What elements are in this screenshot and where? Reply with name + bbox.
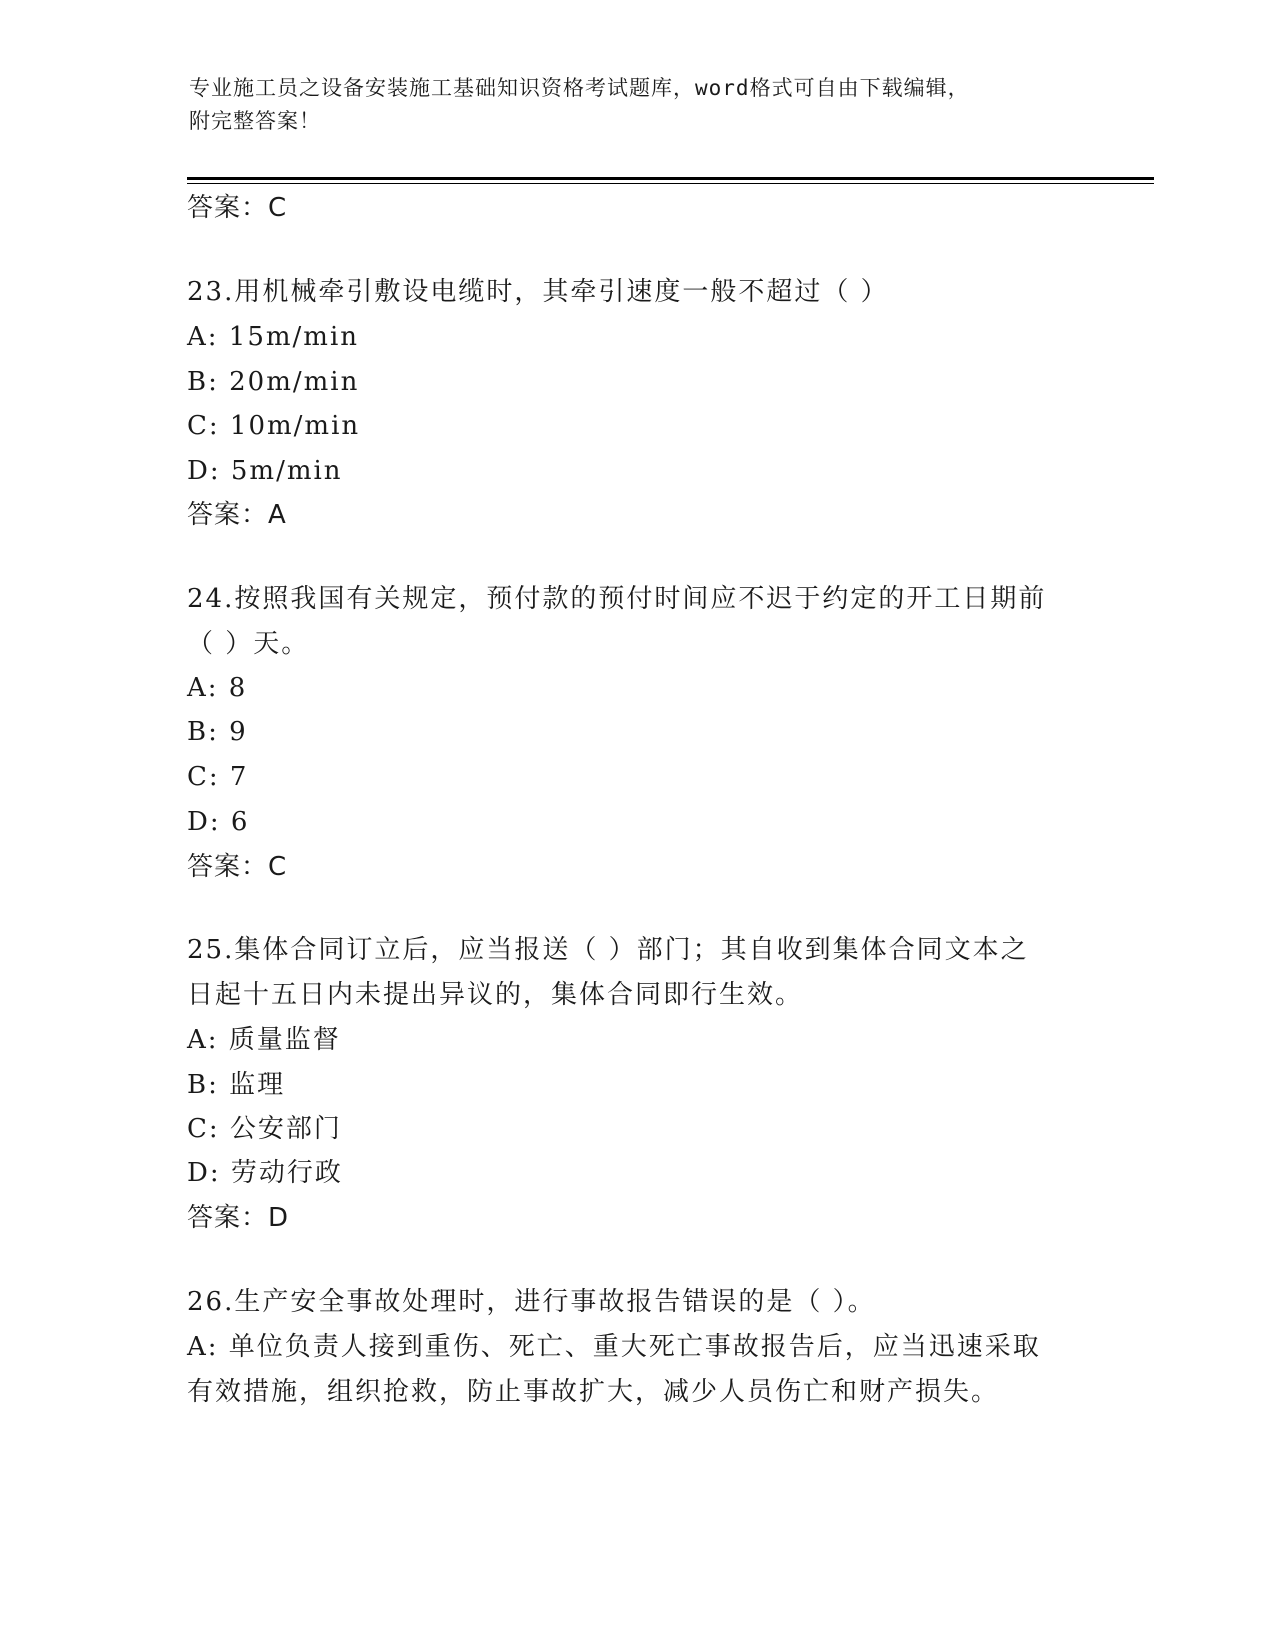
- option-a: A: 8: [187, 673, 248, 703]
- question-stem: 26.生产安全事故处理时，进行事故报告错误的是（ ）。: [187, 1287, 876, 1317]
- header-line-1: 专业施工员之设备安装施工基础知识资格考试题库，word格式可自由下载编辑，: [189, 76, 970, 100]
- answer-text: 答案：D: [187, 1203, 290, 1233]
- option-b: B: 监理: [187, 1070, 286, 1100]
- option-b: B: 9: [187, 717, 248, 747]
- question-stem-continued: 日起十五日内未提出异议的，集体合同即行生效。: [187, 980, 804, 1010]
- question-stem-continued: （ ）天。: [187, 629, 310, 659]
- question-stem: 24.按照我国有关规定，预付款的预付时间应不迟于约定的开工日期前: [187, 584, 1047, 614]
- header-line-2: 附完整答案！: [189, 109, 321, 133]
- option-b: B: 20m/min: [187, 367, 360, 397]
- option-a: A: 质量监督: [187, 1025, 341, 1055]
- option-d: D: 6: [187, 807, 250, 837]
- document-header: [189, 72, 1069, 138]
- option-c: C: 公安部门: [187, 1114, 342, 1144]
- option-a-continued: 有效措施，组织抢救，防止事故扩大，减少人员伤亡和财产损失。: [187, 1377, 1000, 1407]
- question-stem: 23.用机械牵引敷设电缆时，其牵引速度一般不超过（ ）: [187, 277, 889, 307]
- option-c: C: 7: [187, 762, 249, 792]
- header-divider-thin: [187, 183, 1154, 184]
- answer-text: 答案：C: [187, 852, 288, 882]
- question-stem: 25.集体合同订立后，应当报送（ ）部门；其自收到集体合同文本之: [187, 935, 1029, 965]
- option-a: A: 15m/min: [187, 322, 360, 352]
- option-a: A: 单位负责人接到重伤、死亡、重大死亡事故报告后，应当迅速采取: [187, 1332, 1041, 1362]
- option-c: C: 10m/min: [187, 411, 361, 441]
- answer-text: 答案：A: [187, 500, 287, 530]
- header-divider-thick: [187, 177, 1154, 180]
- option-d: D: 5m/min: [187, 456, 343, 486]
- answer-text: 答案：C: [187, 193, 288, 223]
- option-d: D: 劳动行政: [187, 1158, 343, 1188]
